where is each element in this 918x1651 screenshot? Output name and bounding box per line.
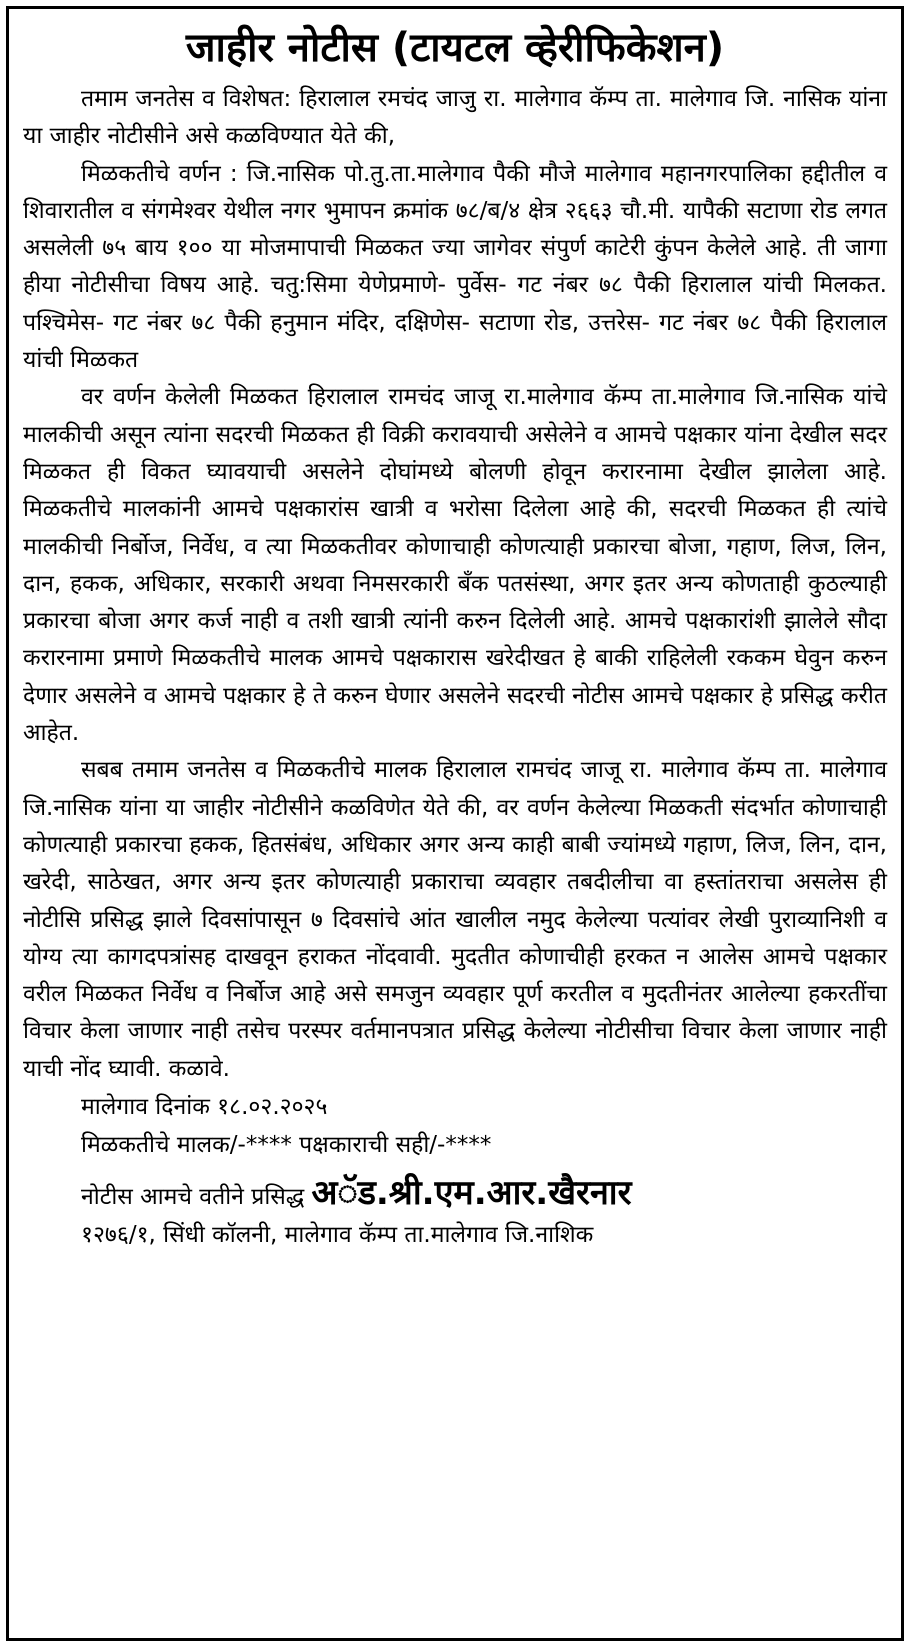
notice-para-intro: तमाम जनतेस व विशेषत: हिरालाल रमचंद जाजु रा. मालेगाव कॅम्प ता. मालेगाव जि. नासिक यांना या जाहीर नोटीसीने असे कळविण्यात येते की,: [23, 86, 887, 150]
notice-para-property-description: मिळकतीचे वर्णन : जि.नासिक पो.तु.ता.मालेगाव पैकी मौजे मालेगाव महानगरपालिका हद्दीतील व शिवारातील व संगमेश्वर येथील नगर भुमापन क्रमांक ७८/ब/४ क्षेत्र २६६३ चौ.मी. यापैकी सटाणा रोड लगत असलेली ७५ बाय १०० या मोजमापाची मिळकत ज्या जागेवर संपुर्ण काटेरी कुंपन केलेले आहे. ती जागा हीया नोटीसीचा विषय आहे. चतु:सिमा येणेप्रमाणे- पुर्वेस- गट नंबर ७८ पैकी हिरालाल यांची मिलकत. पश्चिमेस- गट नंबर ७८ पैकी हनुमान मंदिर, दक्षिणेस- सटाणा रोड, उत्तरेस- गट नंबर ७८ पैकी हिरालाल यांची मिळकत: [23, 160, 887, 374]
notice-date-line: मालेगाव दिनांक १८.०२.२०२५: [81, 1094, 328, 1121]
publisher-prefix: नोटीस आमचे वतीने प्रसिद्ध: [81, 1184, 305, 1211]
notice-publisher-line: [23, 1174, 887, 1216]
notice-title: जाहीर नोटीस (टायटल व्हेरीफिकेशन): [185, 25, 725, 71]
advocate-address: १२७६/१, सिंधी कॉलनी, मालेगाव कॅम्प ता.मालेगाव जि.नाशिक: [81, 1222, 594, 1249]
notice-para-ownership: वर वर्णन केलेली मिळकत हिरालाल रामचंद जाजू रा.मालेगाव कॅम्प ता.मालेगाव जि.नासिक यांचे मालकीची असून त्यांना सदरची मिळकत ही विक्री करावयाची असेलेने व आमचे पक्षकार यांना देखील सदर मिळकत ही विकत घ्यावयाची असलेने दोघांमध्ये बोलणी होवून करारनामा देखील झालेला आहे. मिळकतीचे मालकांनी आमचे पक्षकारांस खात्री व भरोसा दिलेला आहे की, सदरची मिळकत ही त्यांचे मालकीची निर्बोज, निर्वेध, व त्या मिळकतीवर कोणाचाही कोणत्याही प्रकारचा बोजा, गहाण, लिज, लिन, दान, हकक, अधिकार, सरकारी अथवा निमसरकारी बँक पतसंस्था, अगर इतर अन्य कोणताही कुठल्याही प्रकारचा बोजा अगर कर्ज नाही व तशी खात्री त्यांनी करुन दिलेली आहे. आमचे पक्षकारांशी झालेले सौदा करारनामा प्रमाणे मिळकतीचे मालक आमचे पक्षकारास खरेदीखत हे बाकी राहिलेली रककम घेवुन करुन देणार असलेने व आमचे पक्षकार हे ते करुन घेणार असलेने सदरची नोटीस आमचे पक्षकार हे प्रसिद्ध करीत आहेत.: [23, 384, 887, 747]
notice-frame: [6, 6, 904, 1641]
advocate-name: अॅड.श्री.एम.आर.खैरनार: [311, 1173, 632, 1214]
notice-para-objection: सबब तमाम जनतेस व मिळकतीचे मालक हिरालाल रामचंद जाजू रा. मालेगाव कॅम्प ता. मालेगाव जि.नासिक यांना या जाहीर नोटीसीने कळविणेत येते की, वर वर्णन केलेल्या मिळकती संदर्भात कोणाचाही कोणत्याही प्रकारचा हकक, हितसंबंध, अधिकार अगर अन्य काही बाबी ज्यांमध्ये गहाण, लिज, लिन, दान, खरेदी, साठेखत, अगर अन्य इतर कोणत्याही प्रकाराचा व्यवहार तबदीलीचा वा हस्तांतराचा असलेस ही नोटीसि प्रसिद्ध झाले दिवसांपासून ७ दिवसांचे आंत खालील नमुद केलेल्या पत्यांवर लेखी पुराव्यानिशी व योग्य त्या कागदपत्रांसह दाखवून हराकत नोंदवावी. मुदतीत कोणाचीही हरकत न आलेस आमचे पक्षकार वरील मिळकत निर्वेध व निर्बोज आहे असे समजुन व्यवहार पूर्ण करतील व मुदतीनंतर आलेल्या हकरतींचा विचार केला जाणार नाही तसेच परस्पर वर्तमानपत्रात प्रसिद्ध केलेल्या नोटीसीचा विचार केला जाणार नाही याची नोंद घ्यावी. कळावे.: [23, 757, 887, 1082]
notice-signatures-line: मिळकतीचे मालक/-**** पक्षकाराची सही/-****: [81, 1132, 492, 1159]
